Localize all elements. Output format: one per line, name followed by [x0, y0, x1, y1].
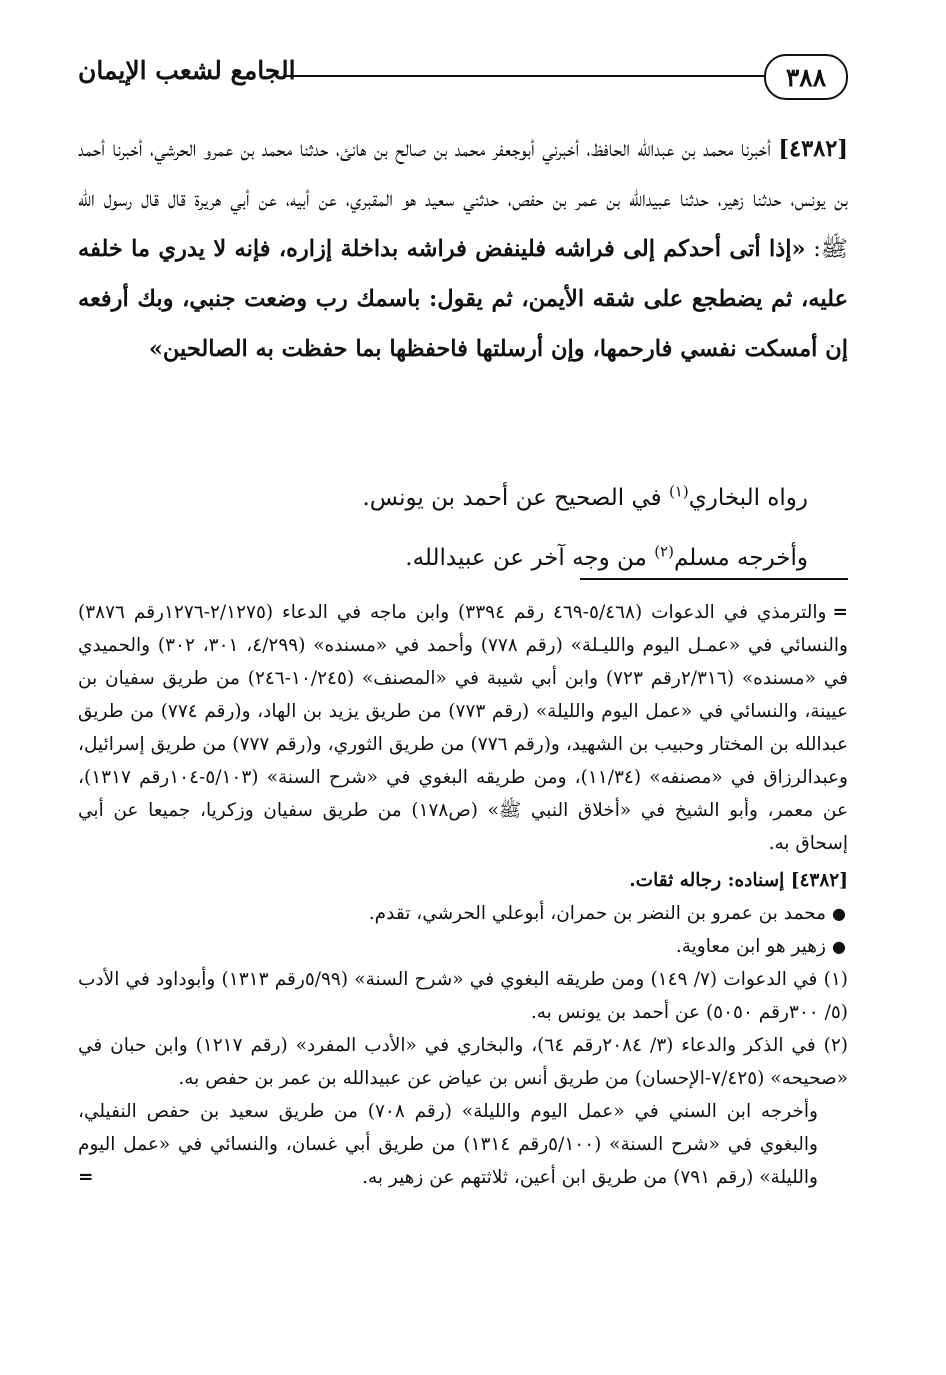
page-header [78, 48, 848, 108]
footnote-2-continuation [78, 1095, 848, 1194]
narrator-note-text: محمد بن عمرو بن النضر بن حمران، أبوعلي الحرشي، تقدم. [368, 903, 826, 924]
footnote-ref-1: (١) [668, 482, 689, 501]
footnote-2: (٢) في الذكر والدعاء (٣/ ٢٠٨٤رقم ٦٤)، والبخاري في «الأدب المفرد» (رقم ١٢١٧) وابن حبان في «صحيحه» (٧/٤٢٥-الإحسان) من طريق أنس بن عياض عن عبيدالله بن عمر بن حفص به. [78, 1035, 848, 1089]
riwaya-line-1 [88, 468, 808, 528]
footnote-separator [580, 578, 848, 580]
riwaya-1-rest: في الصحيح عن أحمد بن يونس. [362, 485, 669, 511]
narrator-note [78, 897, 848, 930]
page-number: ٣٨٨ [764, 54, 848, 100]
footnote-2-continuation-text: وأخرجه ابن السني في «عمل اليوم والليلة» (رقم ٧٠٨) من طريق سعيد بن حفص النفيلي، والبغوي في «شرح السنة» (٥/١٠٠رقم ١٣١٤) من طريق أبي غسان، والنسائي في «عمل اليوم والليلة» (رقم ٧٩١) من طريق ابن أعين، ثلاثتهم عن زهير به. [78, 1101, 818, 1188]
book-page [78, 48, 848, 1338]
footnotes [78, 596, 848, 1194]
bullet-icon: ● [832, 904, 846, 923]
continuation-mark: = [832, 602, 848, 623]
footnote-ref-2: (٢) [654, 542, 674, 561]
narrator-note [78, 930, 848, 963]
hadith-number: [٤٣٨٢] [778, 136, 848, 162]
hadith-isnad: أخبرنا محمد بن عبدالله الحافظ، أخبرني أبوجعفر محمد بن صالح بن هانئ، حدثنا محمد بن عمرو الحرشي، أخبرنا أحمد بن يونس، حدثنا زهير، حدثنا عبيدالله بن عمر بن حفص، حدثني سعيد هو المقبري، عن أبيه، عن أبي هريرة قال قال رسول الله ﷺ: [78, 136, 848, 262]
continued-footnote-text: والترمذي في الدعوات (٥/٤٦٨-٤٦٩ رقم ٣٣٩٤) وابن ماجه في الدعاء (٢/١٢٧٥-١٢٧٦رقم ٣٨٧٦) والنسائي في «عمـل اليوم والليـلة» (رقم ٧٧٨) وأحمد في «مسنده» (٤/٢٩٩، ٣٠١، ٣٠٢) والحميدي في «مسنده» (٢/٣١٦رقم ٧٢٣) وابن أبي شيبة في «المصنف» (١٠/٢٤٥-٢٤٦) من طريق سفيان بن عيينة، والنسائي في «عمل اليوم والليلة» (رقم ٧٧٣) من طريق يزيد بن الهاد، و(رقم ٧٧٤) من طريق عبدالله بن المختار وحبيب بن الشهيد، و(رقم ٧٧٦) من طريق الثوري، و(رقم ٧٧٧) من طريق إسرائيل، وعبدالرزاق في «مصنفه» (١١/٣٤)، ومن طريقه البغوي في «شرح السنة» (٥/١٠٣-١٠٤رقم ١٣١٧)، عن معمر، وأبو الشيخ في «أخلاق النبي ﷺ» (ص١٧٨) من طريق سفيان وزكريا، جميعا عن أبي إسحاق به. [78, 602, 849, 854]
bullet-icon: ● [832, 937, 846, 956]
footnote-1: (١) في الدعوات (٧/ ١٤٩) ومن طريقه البغوي في «شرح السنة» (٥/٩٩رقم ١٣١٣) وأبوداود في الأدب (٥/ ٣٠٠رقم ٥٠٥٠) عن أحمد بن يونس به. [78, 969, 848, 1023]
riwaya-1-text: رواه البخاري [688, 485, 808, 511]
running-title: الجامع لشعب الإيمان [78, 56, 296, 85]
continued-footnote [78, 596, 848, 860]
hadith-matn: «إذا أتى أحدكم إلى فراشه فلينفض فراشه بداخلة إزاره، فإنه لا يدري ما خلفه عليه، ثم يضطجع على شقه الأيمن، ثم يقول: باسمك رب وضعت جنبي، وبك أرفعه إن أمسكت نفسي فارحمها، وإن أرسلتها فاحفظها بما حفظت به الصالحين» [78, 236, 848, 362]
isnad-heading: [٤٣٨٢] إسناده: رجاله ثقات. [629, 870, 848, 891]
riwaya-2-rest: من وجه آخر عن عبيدالله. [405, 545, 655, 571]
narrator-note-text: زهير هو ابن معاوية. [675, 936, 826, 957]
continues-mark: = [78, 1167, 94, 1188]
hadith-text [78, 124, 848, 374]
takhrij-summary [88, 468, 808, 588]
riwaya-2-text: وأخرجه مسلم [673, 545, 808, 571]
header-rule [283, 75, 764, 77]
